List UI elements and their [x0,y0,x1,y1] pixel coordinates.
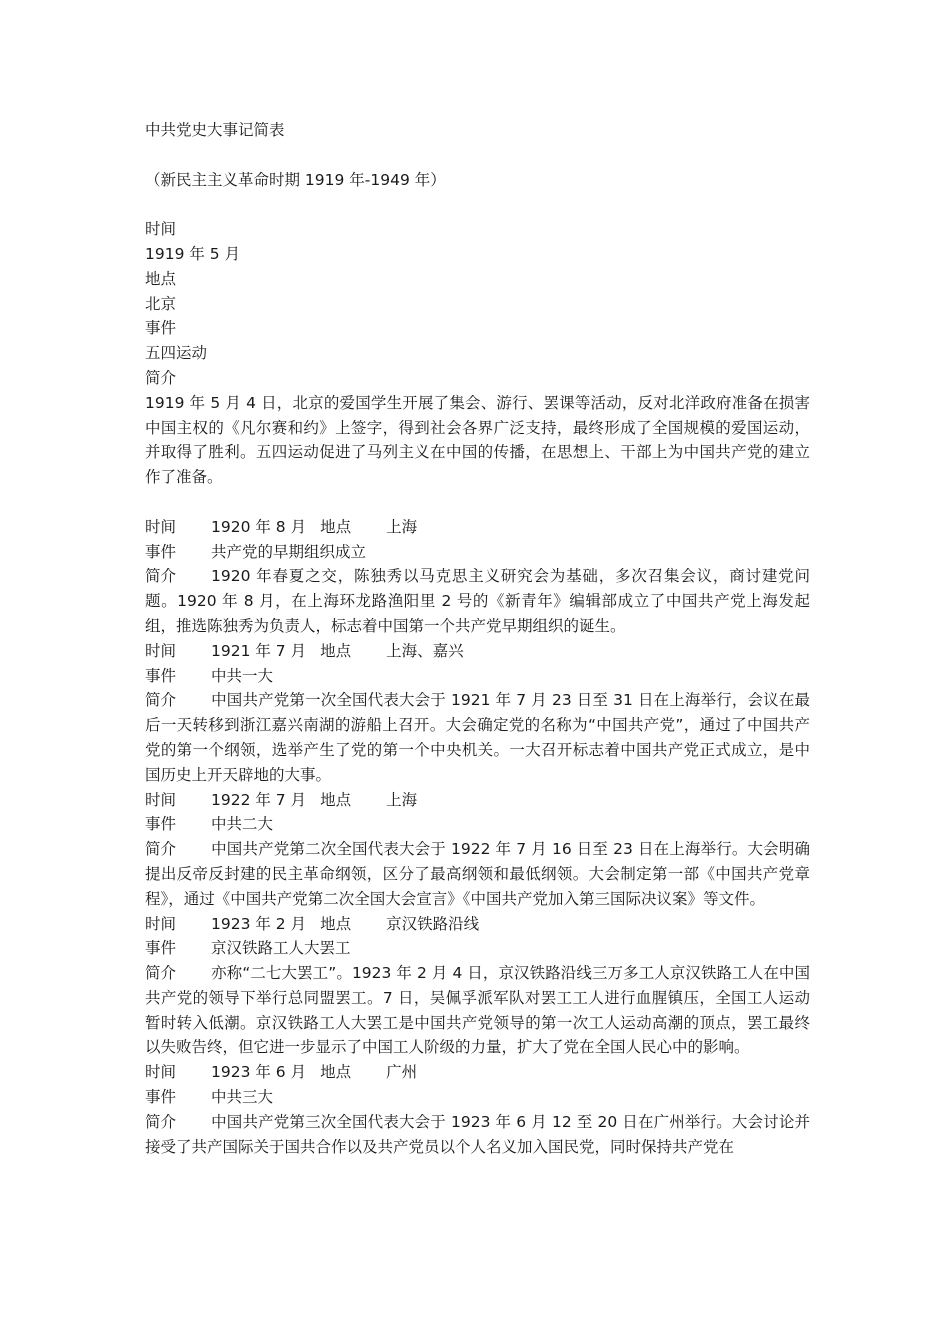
place-label: 地点 [320,641,352,660]
event-label: 事件 [145,319,177,338]
place-label: 地点 [320,1063,352,1082]
place-value: 北京 [145,294,177,313]
first-entry [145,217,810,490]
event-row [145,1085,810,1110]
document-page [145,118,810,1159]
place-value: 上海、嘉兴 [386,641,464,660]
intro-text: 中国共产党第一次全国代表大会于 1921 年 7 月 23 日至 31 日在上海举行，会议在最后一天转移到浙江嘉兴南湖的游船上召开。大会确定党的名称为“中国共产党”，通过了中国共产党的第一个纲领，选举产生了党的第一个中央机关。一大召开标志着中国共产党正式成立，是中国历史上开天辟地的大事。 [145,691,810,784]
event-row [145,540,810,565]
intro-label: 简介 [145,964,177,983]
place-label: 地点 [320,914,352,933]
time-place-row [145,788,810,813]
time-place-row [145,515,810,540]
spacer [145,192,810,217]
place-value: 京汉铁路沿线 [386,914,480,933]
event-label: 事件 [145,815,177,834]
place-label: 地点 [145,269,177,288]
timeline-entry [145,639,810,788]
intro-paragraph [145,688,810,787]
place-label: 地点 [320,790,352,809]
event-value: 中共二大 [211,815,274,834]
time-place-row [145,639,810,664]
event-label: 事件 [145,1088,177,1107]
intro-text: 中国共产党第三次全国代表大会于 1923 年 6 月 12 至 20 日在广州举行。大会讨论并接受了共产国际关于国共合作以及共产党员以个人名义加入国民党，同时保持共产党在 [145,1112,810,1156]
time-value: 1920 年 8 月 [211,517,307,536]
event-row [145,664,810,689]
spacer [145,143,810,168]
intro-label: 简介 [145,567,177,586]
event-value: 共产党的早期组织成立 [211,542,367,561]
intro-paragraph [145,564,810,638]
event-value: 中共一大 [211,666,274,685]
event-label: 事件 [145,542,177,561]
timeline-entry [145,912,810,1061]
time-label: 时间 [145,641,177,660]
intro-text: 中国共产党第二次全国代表大会于 1922 年 7 月 16 日至 23 日在上海举行。大会明确提出反帝反封建的民主革命纲领，区分了最高纲领和最低纲领。大会制定第一部《中国共产党章程》，通过《中国共产党第二次全国大会宣言》《中国共产党加入第三国际决议案》等文件。 [145,840,810,908]
time-place-row [145,1060,810,1085]
spacer [145,490,810,515]
time-label: 时间 [145,517,177,536]
intro-paragraph [145,1110,810,1160]
time-label: 时间 [145,1063,177,1082]
intro-text: 1919 年 5 月 4 日，北京的爱国学生开展了集会、游行、罢课等活动，反对北洋政府准备在损害中国主权的《凡尔赛和约》上签字，得到社会各界广泛支持，最终形成了全国规模的爱国运动，并取得了胜利。五四运动促进了马列主义在中国的传播，在思想上、干部上为中国共产党的建立作了准备。 [145,393,810,487]
place-label: 地点 [320,517,352,536]
event-label: 事件 [145,939,177,958]
intro-label: 简介 [145,368,177,387]
intro-text: 1920 年春夏之交，陈独秀以马克思主义研究会为基础，多次召集会议，商讨建党问题。1920 年 8 月，在上海环龙路渔阳里 2 号的《新青年》编辑部成立了中国共产党上海发起组，推选陈独秀为负责人，标志着中国第一个共产党早期组织的诞生。 [145,567,810,635]
event-row [145,812,810,837]
time-place-row [145,912,810,937]
place-value: 上海 [386,790,418,809]
time-value: 1923 年 2 月 [211,914,307,933]
entries-list [145,515,810,1160]
event-value: 京汉铁路工人大罢工 [211,939,351,958]
time-value: 1921 年 7 月 [211,641,307,660]
place-value: 广州 [386,1063,418,1082]
document-subtitle: （新民主主义革命时期 1919 年-1949 年） [145,170,446,189]
event-label: 事件 [145,666,177,685]
timeline-entry [145,788,810,912]
time-label: 时间 [145,914,177,933]
intro-paragraph [145,837,810,911]
event-value: 中共三大 [211,1088,274,1107]
intro-label: 简介 [145,840,177,859]
time-value: 1922 年 7 月 [211,790,307,809]
place-value: 上海 [386,517,418,536]
timeline-entry [145,1060,810,1159]
time-value: 1919 年 5 月 [145,244,241,263]
time-label: 时间 [145,790,177,809]
intro-label: 简介 [145,691,177,710]
timeline-entry [145,515,810,639]
event-value: 五四运动 [145,344,208,363]
intro-paragraph [145,961,810,1060]
time-value: 1923 年 6 月 [211,1063,307,1082]
intro-text: 亦称“二七大罢工”。1923 年 2 月 4 日，京汉铁路沿线三万多工人京汉铁路工人在中国共产党的领导下举行总同盟罢工。7 日，吴佩孚派军队对罢工工人进行血腥镇压，全国工人运动暂时转入低潮。京汉铁路工人大罢工是中国共产党领导的第一次工人运动高潮的顶点，罢工最终以失败告终，但它进一步显示了中国工人阶级的力量，扩大了党在全国人民心中的影响。 [145,964,810,1057]
intro-label: 简介 [145,1112,177,1131]
event-row [145,936,810,961]
time-label: 时间 [145,220,177,239]
document-title: 中共党史大事记简表 [145,121,285,139]
